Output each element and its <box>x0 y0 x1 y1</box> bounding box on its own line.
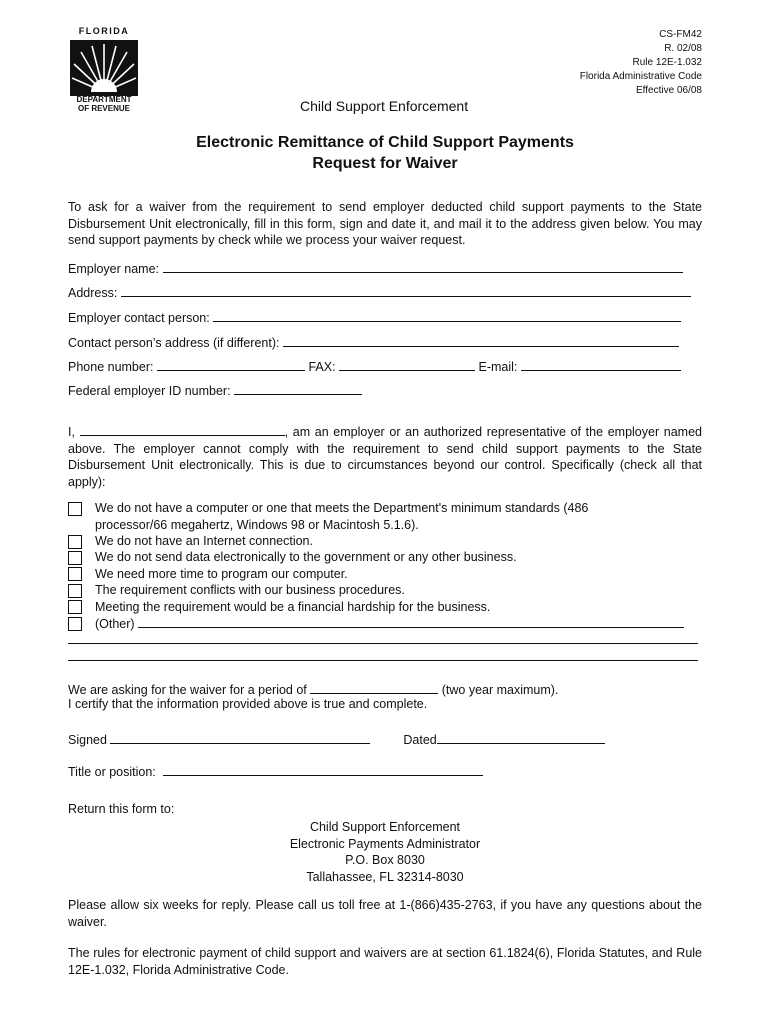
address-row <box>68 284 691 300</box>
statement-prefix: I, <box>68 425 75 439</box>
title-position-row <box>68 763 483 779</box>
other-reason-line-3[interactable] <box>68 660 698 661</box>
other-reason-line-2[interactable] <box>68 643 698 644</box>
title-position-label: Title or position: <box>68 765 156 779</box>
return-label: Return this form to: <box>68 802 175 816</box>
contact-address-row <box>68 334 679 350</box>
fein-row <box>68 382 362 398</box>
contact-person-field[interactable] <box>213 309 681 322</box>
other-reason-field[interactable] <box>138 615 684 628</box>
title-position-field[interactable] <box>163 763 483 776</box>
signed-label: Signed <box>68 733 107 747</box>
employer-name-row <box>68 260 683 276</box>
statement-body: , am an employer or an authorized representative of the employer named above. The employer cannot comply with the requirement to send child support payments to the State Disbursement Unit electronically. This is due to circumstances beyond our control. Specifically (check all that apply): <box>68 425 702 489</box>
sunburst-icon <box>70 40 138 96</box>
employer-name-label: Employer name: <box>68 262 160 276</box>
contact-address-field[interactable] <box>283 334 679 347</box>
form-number: CS-FM42 <box>659 29 702 40</box>
checkbox-hardship[interactable] <box>68 600 82 614</box>
revision-date: R. 02/08 <box>664 43 702 54</box>
fax-label: FAX: <box>308 360 336 374</box>
code-name: Florida Administrative Code <box>579 71 702 82</box>
checkbox-conflicts[interactable] <box>68 584 82 598</box>
checkbox-no-internet[interactable] <box>68 535 82 549</box>
certify-statement: I certify that the information provided above is true and complete. <box>68 697 428 711</box>
statement-paragraph <box>68 423 702 490</box>
waiver-period-note: (two year maximum). <box>441 683 559 697</box>
email-label: E-mail: <box>478 360 518 374</box>
contact-person-row <box>68 309 681 325</box>
phone-label: Phone number: <box>68 360 154 374</box>
representative-name-field[interactable] <box>80 423 285 436</box>
reply-notice: Please allow six weeks for reply. Please call us toll free at 1-(866)435-2763, if you have any questions about the waiver. <box>68 898 702 929</box>
employer-name-field[interactable] <box>163 260 683 273</box>
checkbox-other-label: (Other) <box>95 615 684 633</box>
return-address-line-3: P.O. Box 8030 <box>345 853 425 867</box>
florida-dor-logo <box>70 26 138 116</box>
waiver-period-label: We are asking for the waiver for a period of <box>68 683 307 697</box>
waiver-period-field[interactable] <box>310 681 438 694</box>
form-title: Electronic Remittance of Child Support Payments <box>196 134 574 151</box>
checkbox-other[interactable] <box>68 617 82 631</box>
phone-field[interactable] <box>157 358 305 371</box>
checkbox-no-data-label: We do not send data electronically to the government or any other business. <box>95 550 517 564</box>
return-address-line-1: Child Support Enforcement <box>309 820 461 834</box>
checkbox-no-computer-label: We do not have a computer or one that meets the Department's minimum standards (486 <box>95 501 589 515</box>
return-address-line-2: Electronic Payments Administrator <box>289 836 481 851</box>
contact-person-label: Employer contact person: <box>68 311 210 325</box>
dated-label: Dated <box>403 733 437 747</box>
logo-bottom-text: DEPARTMENT OF REVENUE <box>76 95 132 113</box>
checkbox-hardship-label: Meeting the requirement would be a financial hardship for the business. <box>95 600 491 614</box>
effective-date: Effective 06/08 <box>636 85 702 96</box>
address-field[interactable] <box>121 284 691 297</box>
phone-row <box>68 358 681 374</box>
intro-paragraph: To ask for a waiver from the requirement to send employer deducted child support payments to the State Disbursement Unit electronically, fill in this form, sign and date it, and mail it to the address given below. You may send support payments by check while we process your waiver request. <box>68 200 702 247</box>
date-field[interactable] <box>437 731 605 744</box>
fein-label: Federal employer ID number: <box>68 384 231 398</box>
logo-top-text: FLORIDA <box>78 26 130 36</box>
rules-notice: The rules for electronic payment of child support and waivers are at section 61.1824(6), Florida Statutes, and Rule 12E-1.032, Florida Administrative Code. <box>68 946 702 977</box>
waiver-period-row <box>68 681 558 697</box>
checkbox-more-time[interactable] <box>68 567 82 581</box>
checkbox-conflicts-label: The requirement conflicts with our business procedures. <box>95 583 405 597</box>
contact-address-label: Contact person’s address (if different): <box>68 336 280 350</box>
fein-field[interactable] <box>234 382 362 395</box>
fax-field[interactable] <box>339 358 475 371</box>
signature-field[interactable] <box>110 731 370 744</box>
form-subtitle: Request for Waiver <box>312 155 458 172</box>
checkbox-no-computer[interactable] <box>68 502 82 516</box>
address-label: Address: <box>68 286 118 300</box>
checkbox-no-computer-label-cont: processor/66 megahertz, Windows 98 or Macintosh 5.1.6). <box>95 518 419 532</box>
checkbox-more-time-label: We need more time to program our computer. <box>95 567 348 581</box>
signature-row <box>68 731 605 747</box>
checkbox-no-data[interactable] <box>68 551 82 565</box>
email-field[interactable] <box>521 358 681 371</box>
return-address <box>0 819 770 885</box>
checkbox-no-internet-label: We do not have an Internet connection. <box>95 534 313 548</box>
agency-name: Child Support Enforcement <box>300 98 469 114</box>
rule-reference: Rule 12E-1.032 <box>632 57 702 68</box>
return-address-line-4: Tallahassee, FL 32314-8030 <box>306 869 464 884</box>
form-code-block <box>580 28 702 98</box>
